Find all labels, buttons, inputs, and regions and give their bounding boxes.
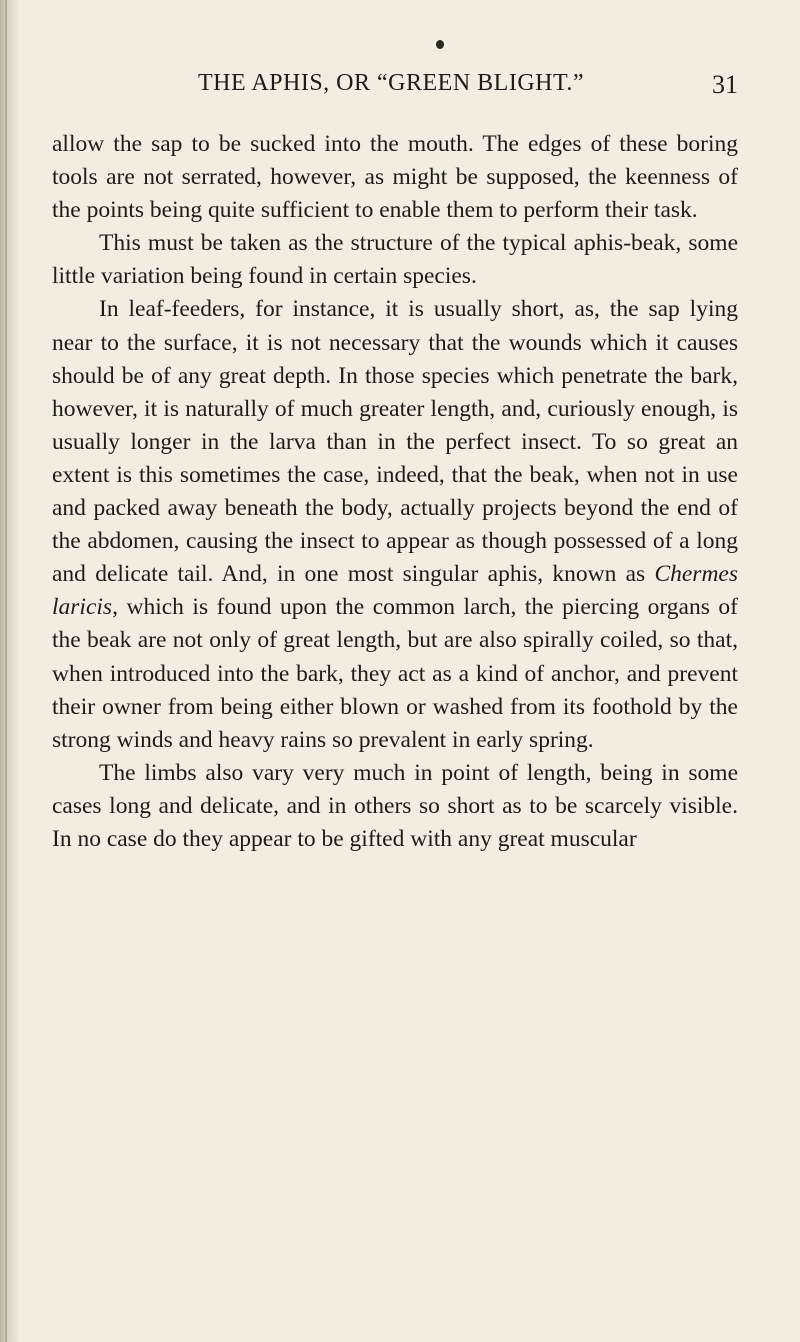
paragraph-3-text-a: In leaf-feeders, for instance, it is usually short, as, the sap lying near to the surface, it is not necessary that the wounds which it causes should be of any great depth. In those species which penetrate the bark, however, it is naturally of much greater length, and, curiously enough, is usually longer in the larva than in the perfect insect. To so great an extent is this sometimes the case, indeed, that the beak, when not in use and packed away beneath the body, actually projects beyond the end of the abdomen, causing the insect to appear as though possessed of a long and delicate tail. And, in one most singular aphis, known as [52, 296, 738, 588]
body-text [52, 128, 738, 856]
running-head [198, 70, 738, 110]
paragraph-3-text-b: , which is found upon the common larch, the piercing organs of the beak are not only of great length, but are also spirally coiled, so that, when introduced into the bark, they act as a kind of anchor, and prevent their owner from being either blown or washed from its foothold by the strong winds and heavy rains so prevalent in early spring. [52, 594, 738, 753]
species-name-italic: Chermes laricis [52, 561, 738, 621]
running-title: THE APHIS, OR “GREEN BLIGHT.” [198, 70, 585, 96]
page-binding-edge [0, 0, 18, 1342]
paragraph-3 [52, 293, 738, 756]
paragraph-1: allow the sap to be sucked into the mouth. The edges of these boring tools are not serrated, however, as might be supposed, the keenness of the points being quite sufficient to enable them to perform their task. [52, 131, 738, 224]
page-number: 31 [712, 70, 738, 99]
binding-shadow-line [5, 0, 7, 1342]
ink-spot [436, 40, 444, 49]
paragraph-4: The limbs also vary very much in point of length, being in some cases long and delicate, and in others so short as to be scarcely visible. In no case do they appear to be gifted with any great muscular [52, 759, 738, 852]
paragraph-2: This must be taken as the structure of the typical aphis-beak, some little variation being found in certain species. [52, 230, 738, 290]
